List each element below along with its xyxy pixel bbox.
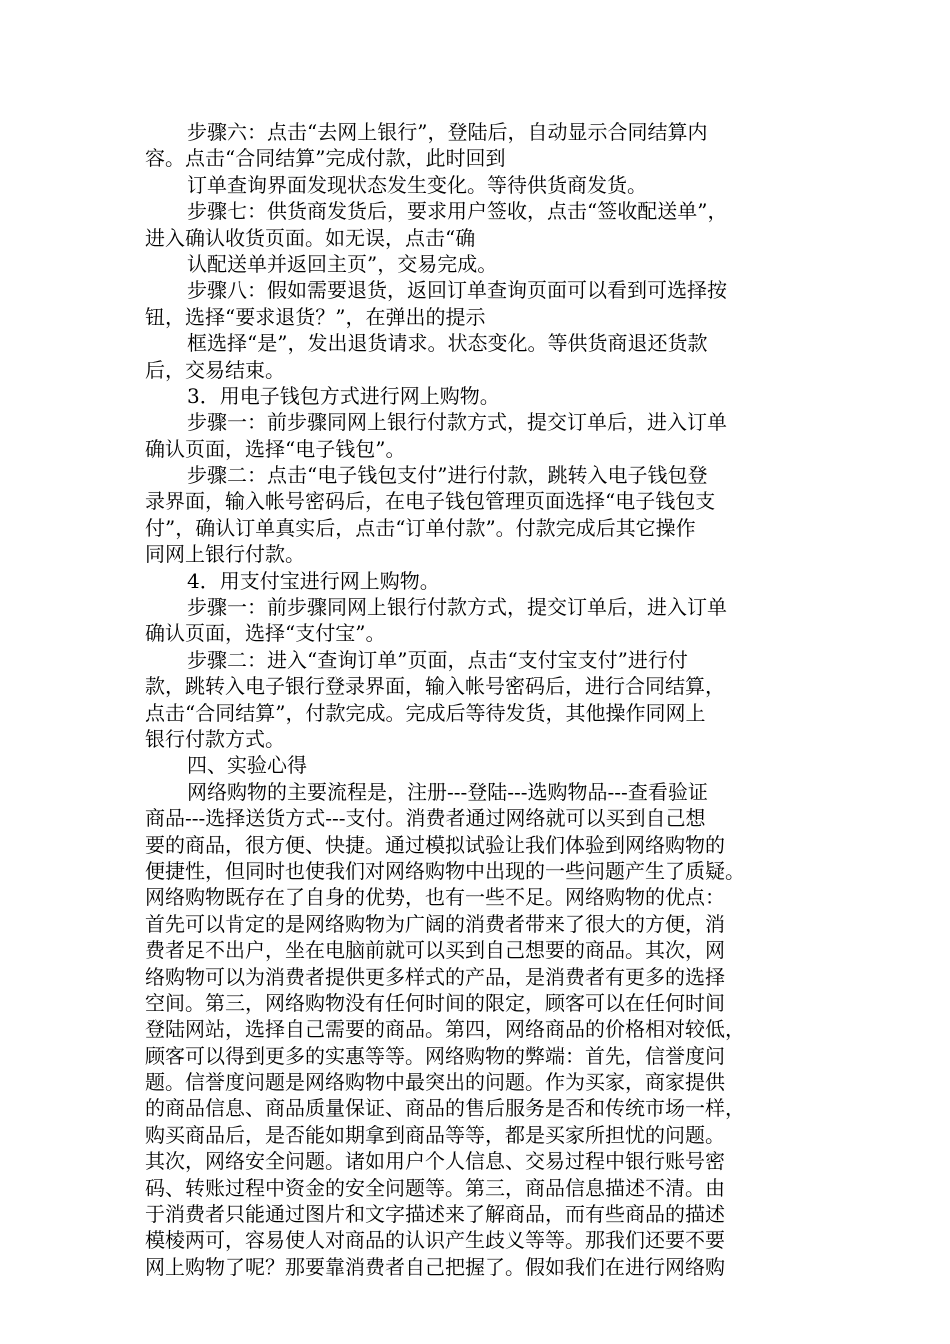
text-line: 款，跳转入电子银行登录界面，输入帐号密码后，进行合同结算， (145, 674, 725, 699)
text-line: 登陆网站，选择自己需要的商品。第四，网络商品的价格相对较低， (145, 1017, 745, 1042)
text-line: 同网上银行付款。 (145, 542, 305, 567)
text-line: 空间。第三，网络购物没有任何时间的限定，顾客可以在任何时间 (145, 990, 725, 1015)
text-line: 要的商品，很方便、快捷。通过模拟试验让我们体验到网络购物的 (145, 832, 725, 857)
text-line: 码、转账过程中资金的安全问题等。第三，商品信息描述不清。由 (145, 1175, 725, 1200)
text-line: 银行付款方式。 (145, 726, 285, 751)
document-page (145, 119, 810, 1280)
text-line: 络购物可以为消费者提供更多样式的产品，是消费者有更多的选择 (145, 964, 725, 989)
text-line: 进入确认收货页面。如无误，点击“确 (145, 225, 476, 250)
text-line: 模棱两可，容易使人对商品的认识产生歧义等等。那我们还要不要 (145, 1228, 725, 1253)
text-line: 确认页面，选择“支付宝”。 (145, 621, 386, 646)
text-line: 钮，选择“要求退货？”，在弹出的提示 (145, 304, 486, 329)
text-line: 付”，确认订单真实后，点击“订单付款”。付款完成后其它操作 (145, 515, 696, 540)
text-line: 步骤六：点击“去网上银行”，登陆后，自动显示合同结算内 (187, 120, 708, 144)
text-line: 4．用支付宝进行网上购物。 (187, 568, 440, 593)
text-line: 录界面，输入帐号密码后，在电子钱包管理页面选择“电子钱包支 (145, 489, 716, 514)
text-line: 点击“合同结算”，付款完成。完成后等待发货，其他操作同网上 (145, 700, 706, 725)
text-line: 费者足不出户，坐在电脑前就可以买到自己想要的商品。其次，网 (145, 938, 725, 963)
text-line: 的商品信息、商品质量保证、商品的售后服务是否和传统市场一样， (145, 1096, 745, 1121)
text-line: 购买商品后，是否能如期拿到商品等等，都是买家所担忧的问题。 (145, 1122, 725, 1147)
text-line: 其次，网络安全问题。诸如用户个人信息、交易过程中银行账号密 (145, 1149, 725, 1174)
text-line: 步骤七：供货商发货后，要求用户签收，点击“签收配送单”， (187, 199, 728, 224)
text-line: 订单查询界面发现状态发生变化。等待供货商发货。 (187, 172, 647, 197)
text-line: 后，交易结束。 (145, 357, 285, 382)
text-line: 题。信誉度问题是网络购物中最突出的问题。作为买家，商家提供 (145, 1070, 725, 1095)
text-line: 网上购物了呢？那要靠消费者自己把握了。假如我们在进行网络购 (145, 1254, 725, 1279)
text-line: 网络购物的主要流程是，注册---登陆---选购物品---查看验证 (187, 779, 708, 804)
text-line: 确认页面，选择“电子钱包”。 (145, 436, 406, 461)
text-line: 步骤一：前步骤同网上银行付款方式，提交订单后，进入订单 (187, 595, 727, 620)
text-line: 顾客可以得到更多的实惠等等。网络购物的弊端：首先，信誉度问 (145, 1043, 725, 1068)
text-line: 步骤一：前步骤同网上银行付款方式，提交订单后，进入订单 (187, 410, 727, 435)
text-line: 3．用电子钱包方式进行网上购物。 (187, 383, 500, 408)
text-line: 框选择“是”，发出退货请求。状态变化。等供货商退还货款 (187, 331, 708, 356)
text-line: 于消费者只能通过图片和文字描述来了解商品，而有些商品的描述 (145, 1202, 725, 1227)
text-line: 步骤二：进入“查询订单”页面，点击“支付宝支付”进行付 (187, 647, 688, 672)
text-line: 步骤八：假如需要退货，返回订单查询页面可以看到可选择按 (187, 278, 727, 303)
text-line: 认配送单并返回主页”，交易完成。 (187, 251, 498, 276)
text-line: 网络购物既存在了自身的优势，也有一些不足。网络购物的优点： (145, 885, 725, 910)
text-line: 四、实验心得 (187, 753, 307, 778)
text-line: 容。点击“合同结算”完成付款，此时回到 (145, 146, 506, 171)
text-line: 商品---选择送货方式---支付。消费者通过网络就可以买到自己想 (145, 806, 706, 831)
text-line: 便捷性，但同时也使我们对网络购物中出现的一些问题产生了质疑。 (145, 858, 745, 883)
text-line: 步骤二：点击“电子钱包支付”进行付款，跳转入电子钱包登 (187, 463, 708, 488)
text-line: 首先可以肯定的是网络购物为广阔的消费者带来了很大的方便，消 (145, 911, 725, 936)
